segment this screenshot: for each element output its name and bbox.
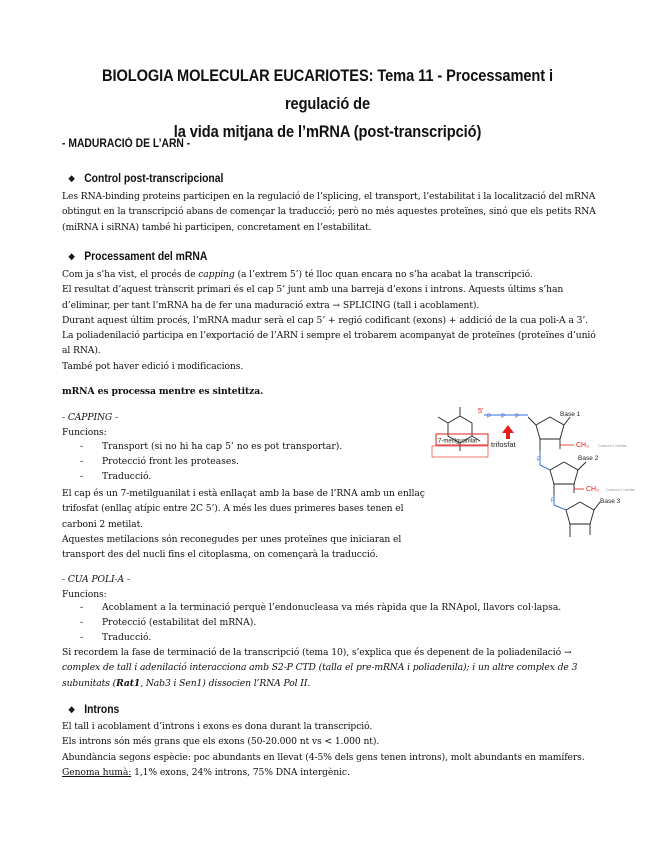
capping-line: transport des del nucli fins el citoplasma, on començarà la traducció. (62, 549, 378, 561)
bold-statement: mRNA es processa mentre es sintetitza. (62, 386, 264, 397)
cap-structure-diagram (428, 403, 635, 553)
introns-paragraph (62, 719, 585, 780)
dash-bullet: - (80, 441, 84, 452)
capping-item (80, 441, 342, 452)
phosphate-label: P (537, 457, 542, 463)
dash-bullet: - (80, 471, 84, 482)
ribose-2 (550, 462, 578, 484)
processament-line: Durant aquest últim procés, l’mRNA madur serà el cap 5’ + regió codificant (exons) + addició de la cua poli-A a 3’. (62, 314, 588, 326)
introns-line: Abundància segons espècie: poc abundants en llevat (4-5% dels gens tenen introns), molt abundants en mamífers. (62, 751, 585, 763)
ribose-3 (566, 502, 594, 524)
control-line: obtingut en la transcripció abans de començar la traducció; però no més aquestes proteïnes, sinó que els petits RNA (62, 206, 596, 218)
rat1-bold: Rat1 (116, 677, 141, 689)
capping-line: carboni 2 metilat. (62, 518, 143, 530)
diamond-bullet-icon: ❖ (68, 705, 76, 715)
introns-line: El tall i acoblament d’introns i exons es dona durant la transcripció. (62, 721, 373, 732)
processament-line: El resultat d’aquest trànscrit primari és el cap 5’ junt amb una barreja d’exons i introns. Aquests últims s’han (62, 284, 564, 296)
introns-line (62, 765, 585, 780)
poli-a-heading: - CUA POLI-A - (62, 574, 130, 585)
title-line-2: la vida mitjana de l’mRNA (post-transcripció) (173, 122, 482, 141)
heading-introns-text: Introns (84, 704, 120, 716)
text-run: (a l’extrem 5’) té lloc quan encara no s’ha acabat la transcripció. (234, 269, 533, 280)
section-title: - MADURACIÓ DE L’ARN - (62, 138, 191, 150)
poli-a-line: Si recordem la fase de terminació de la transcripció (tema 10), s’explica que és depenent de la poliadenilació → (62, 647, 572, 658)
poli-a-line (62, 676, 577, 691)
capping-item-text: Protecció front les proteases. (102, 456, 239, 467)
poli-a-paragraph (62, 645, 577, 691)
capping-item-text: Transport (si no hi ha cap 5’ no es pot transportar). (102, 441, 343, 452)
phosphate-label: P (487, 414, 492, 420)
phosphate-label: P (501, 414, 506, 420)
poli-a-item (80, 632, 151, 643)
heading-control (68, 173, 223, 185)
capping-item (80, 456, 239, 467)
phosphate-label: P (551, 498, 556, 504)
capping-line: El cap és un 7-metilguanilat i està enllaçat amb la base de l’RNA amb un enllaç (62, 488, 425, 499)
ch3-label: CH₃ (586, 486, 599, 493)
phosphate-link (540, 465, 550, 470)
capping-paragraph (62, 486, 425, 562)
introns-line: Els introns són més grans que els exons (50-20.000 nt vs < 1.000 nt). (62, 736, 380, 748)
poli-a-funcions: Funcions: (62, 589, 107, 601)
processament-line (62, 267, 596, 282)
faint-note: Carboni 2 metilat (606, 488, 635, 492)
triphosphate-label: trifosfat (491, 440, 516, 449)
processament-paragraph (62, 267, 596, 374)
diamond-bullet-icon: ❖ (68, 174, 76, 184)
processament-line: al RNA). (62, 345, 101, 357)
heading-introns (68, 704, 119, 716)
capping-item-text: Traducció. (102, 471, 152, 482)
capping-line: trifosfat (enllaç atípic entre 2C 5’). A més les dues primeres bases tenen el (62, 503, 404, 515)
ch3-label: CH₃ (576, 442, 589, 449)
control-paragraph (62, 189, 596, 235)
base3-label: Base 3 (600, 498, 621, 505)
dash-bullet: - (80, 617, 84, 628)
ribose-1 (536, 417, 564, 439)
capping-block (62, 410, 118, 441)
capping-item (80, 471, 151, 482)
dash-bullet: - (80, 602, 84, 613)
heading-processament-text: Processament del mRNA (84, 251, 208, 263)
control-line: Les RNA-binding proteins participen en la regulació de l’splicing, el transport, l’estabilitat i la localització del mRNA (62, 191, 596, 202)
capping-heading: - CAPPING - (62, 412, 118, 423)
document-title (80, 62, 575, 146)
diamond-bullet-icon: ❖ (68, 252, 76, 262)
phosphate-label: P (515, 414, 520, 420)
poli-a-item-text: Acoblament a la terminació perquè l’endonucleasa va més ràpida que la RNApol, llavors col·lapsa. (102, 602, 562, 613)
poli-a-item (80, 617, 256, 628)
text-run: , Nab3 i Sen1) dissocien l’RNA Pol II. (140, 677, 311, 689)
title-line-1: BIOLOGIA MOLECULAR EUCARIOTES: Tema 11 - Processament i regulació de (101, 66, 554, 113)
poli-a-item-text: Protecció (estabilitat del mRNA). (102, 617, 257, 628)
processament-line: També pot haver edició i modificacions. (62, 360, 244, 372)
arrow-up-icon (502, 425, 514, 439)
poli-a-line: complex de tall i adenilació interacciona amb S2-P CTD (talla el pre-mRNA i poliadenila); i un altre complex de 3 (62, 662, 578, 674)
dash-bullet: - (80, 456, 84, 467)
poli-a-item-text: Traducció. (102, 632, 152, 643)
capping-funcions: Funcions: (62, 427, 107, 439)
faint-note: Carboni 2 metilat (598, 444, 627, 448)
capping-italic: capping (198, 269, 235, 280)
dash-bullet: - (80, 632, 84, 643)
cap-label: 7-metilguanilat (438, 438, 478, 445)
poli-a-block (62, 572, 130, 603)
control-line: (miRNA i siRNA) també hi participen, concretament en l’estabilitat. (62, 221, 372, 233)
genome-value: 1,1% exons, 24% introns, 75% DNA intergènic. (131, 766, 350, 778)
genome-label: Genoma humà: (62, 766, 132, 778)
text-run: Com ja s’ha vist, el procés de (62, 269, 199, 280)
processament-line: La poliadenilació participa en l’exportació de l’ARN i sempre el trobarem acompanyat de proteïnes (proteïnes d’unió (62, 330, 596, 342)
processament-line: d’eliminar, per tant l’mRNA ha de fer una maduració extra → SPLICING (tall i acoblament). (62, 299, 480, 311)
base1-label: Base 1 (560, 411, 581, 418)
heading-processament (68, 251, 207, 263)
five-prime-label: 5' (478, 408, 484, 415)
phosphate-link (554, 505, 566, 510)
poli-a-item (80, 602, 561, 613)
heading-control-text: Control post-transcripcional (84, 173, 224, 185)
capping-line: Aquestes metilacions són reconegudes per unes proteïnes que iniciaran el (62, 533, 402, 545)
text-run: subunitats ( (62, 677, 117, 689)
base2-label: Base 2 (578, 455, 599, 462)
